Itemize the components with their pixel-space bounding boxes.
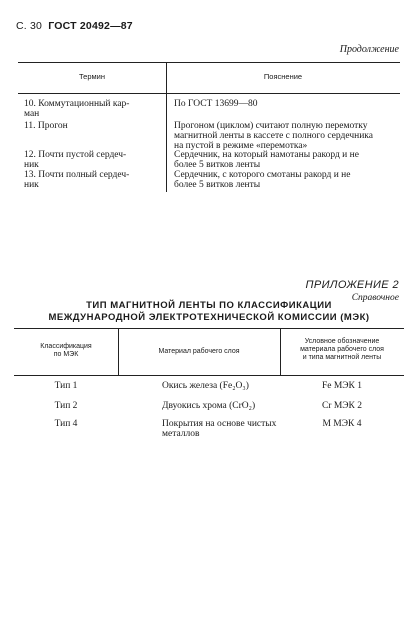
- table2-designation-2: Cr МЭК 2: [321, 401, 363, 411]
- table1-column-divider: [166, 62, 167, 192]
- term-line: ник: [24, 180, 39, 190]
- term-line: 11. Прогон: [24, 121, 68, 131]
- table1-explanation-13: [174, 170, 396, 190]
- table1-header-term: Термин: [79, 72, 105, 81]
- explanation-line: Сердечник, с которого смотаны ракорд и не: [174, 170, 351, 180]
- appendix-heading: [18, 300, 400, 324]
- table2-header-rule: [14, 375, 404, 376]
- table2-designation-4: M МЭК 4: [322, 419, 362, 429]
- heading-line: ТИП МАГНИТНОЙ ЛЕНТЫ ПО КЛАССИФИКАЦИИ: [86, 300, 332, 311]
- explanation-line: Сердечник, на который намотаны ракорд и не: [174, 150, 359, 160]
- table2-type-2: Тип 2: [54, 401, 78, 411]
- table2-header-classification: [14, 343, 118, 359]
- table1-term-12: [24, 150, 162, 170]
- page-header: [16, 20, 133, 32]
- header-line: Условное обозначение: [304, 338, 380, 345]
- term-line: 12. Почти пустой сердеч-: [24, 150, 127, 160]
- document-title: ГОСТ 20492—87: [48, 20, 133, 32]
- header-line: и типа магнитной ленты: [302, 354, 382, 361]
- header-line: Материал рабочего слоя: [158, 348, 240, 355]
- term-line: ман: [24, 109, 40, 119]
- table2-designation-1: Fe МЭК 1: [321, 381, 363, 391]
- page-number: С. 30: [16, 20, 43, 32]
- table2-top-rule: [14, 328, 404, 329]
- header-line: по МЭК: [53, 351, 79, 358]
- explanation-line: Прогоном (циклом) считают полную перемотку: [174, 121, 368, 131]
- table1-header-rule: [18, 93, 400, 94]
- table2-material-2: [162, 401, 282, 411]
- table1-explanation-11: [174, 121, 396, 151]
- table2-type-4: Тип 4: [54, 419, 78, 429]
- explanation-line: магнитной ленты в кассете с полного сердечника: [174, 131, 373, 141]
- term-line: 13. Почти полный сердеч-: [24, 170, 130, 180]
- table1-top-rule: [18, 62, 400, 63]
- term-line: 10. Коммутационный кар-: [24, 99, 130, 109]
- material-line: Двуокись хрома (CrO₂): [162, 401, 256, 411]
- table2-type-1: Тип 1: [54, 381, 78, 391]
- table1-term-11: [24, 121, 162, 131]
- explanation-line: По ГОСТ 13699—80: [174, 99, 258, 109]
- table2-material-4: [162, 419, 282, 439]
- material-line: Окись железа (Fe₂O₃): [162, 381, 249, 391]
- term-line: ник: [24, 160, 39, 170]
- material-line: Покрытия на основе чистых: [162, 419, 277, 429]
- explanation-line: более 5 витков ленты: [174, 160, 261, 170]
- material-line: металлов: [162, 429, 200, 439]
- explanation-line: на пустой в режиме «перемотка»: [174, 141, 308, 151]
- table1-explanation-12: [174, 150, 396, 170]
- table1-term-10: [24, 99, 162, 119]
- heading-line: МЕЖДУНАРОДНОЙ ЭЛЕКТРОТЕХНИЧЕСКОЙ КОМИССИИ (МЭК): [48, 312, 370, 323]
- header-line: Классификация: [40, 343, 92, 350]
- header-line: материала рабочего слоя: [300, 346, 384, 353]
- continued-label: Продолжение: [339, 44, 399, 55]
- appendix-subtitle: Справочное: [351, 293, 399, 303]
- table2-material-1: [162, 381, 282, 391]
- table1-explanation-10: [174, 99, 396, 109]
- table1-header-explanation: Пояснение: [263, 72, 303, 81]
- table2-header-material: [118, 348, 280, 356]
- appendix-title: ПРИЛОЖЕНИЕ 2: [305, 279, 399, 291]
- table2-header-designation: [280, 338, 404, 362]
- table1-term-13: [24, 170, 162, 190]
- explanation-line: более 5 витков ленты: [174, 180, 261, 190]
